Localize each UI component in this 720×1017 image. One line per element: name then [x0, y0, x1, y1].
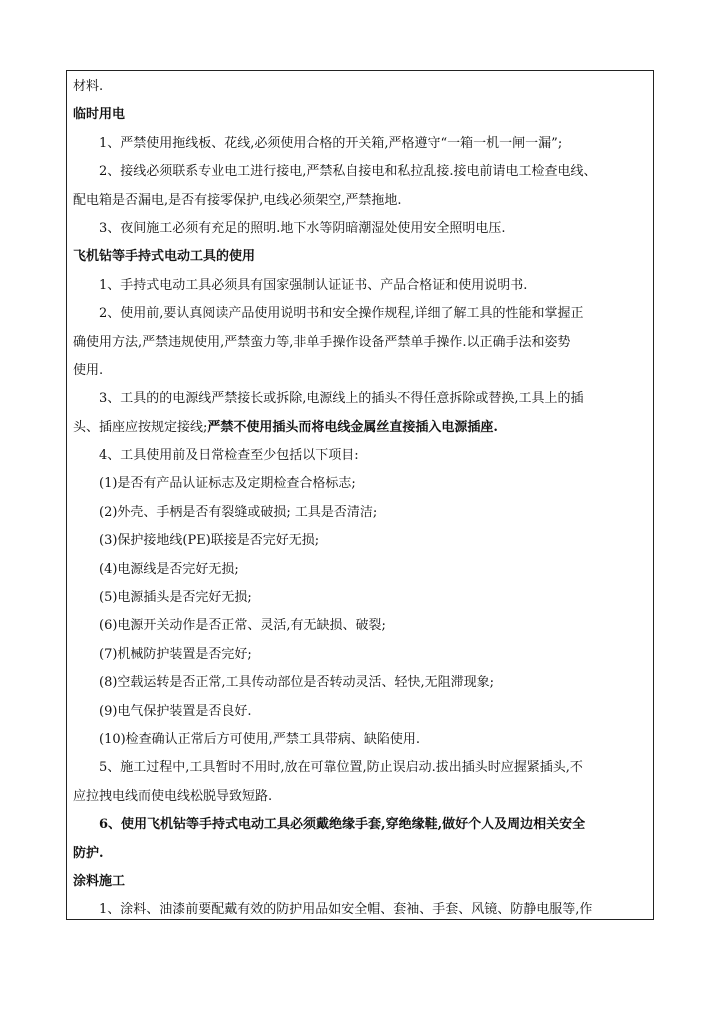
section-heading [73, 243, 647, 271]
text-line [73, 357, 647, 385]
line-text: (1)是否有产品认证标志及定期检查合格标志; [99, 476, 356, 492]
line-text: 2、使用前,要认真阅读产品使用说明书和安全操作规程,详细了解工具的性能和掌握正 [99, 306, 584, 322]
line-text: 涂料施工 [73, 873, 126, 889]
text-line [73, 158, 647, 186]
text-line [73, 811, 647, 839]
line-text: 6、使用飞机钻等手持式电动工具必须戴绝缘手套,穿绝缘鞋,做好个人及周边相关安全 [99, 817, 586, 833]
line-text: (8)空载运转是否正常,工具传动部位是否转动灵活、轻快,无阻滞现象; [99, 675, 495, 691]
section-heading [73, 868, 647, 896]
line-text: (3)保护接地线(PE)联接是否完好无损; [99, 533, 320, 549]
line-text: 1、手持式电动工具必须具有国家强制认证证书、产品合格证和使用说明书. [99, 277, 528, 293]
text-line [73, 527, 647, 555]
line-text: 3、夜间施工必须有充足的照明.地下水等阴暗潮湿处使用安全照明电压. [99, 220, 506, 236]
text-line [73, 442, 647, 470]
text-line [73, 896, 647, 924]
line-text: 临时用电 [73, 107, 126, 123]
line-text: 防护. [73, 845, 104, 861]
text-line [73, 698, 647, 726]
text-line [73, 556, 647, 584]
line-text: (10)检查确认正常后方可使用,严禁工具带病、缺陷使用. [99, 731, 420, 747]
document-frame [66, 70, 654, 920]
text-line [73, 726, 647, 754]
line-text: 确使用方法,严禁违规使用,严禁蛮力等,非单手操作设备严禁单手操作.以正确手法和姿势 [73, 334, 571, 350]
line-text: 3、工具的的电源线严禁接长或拆除,电源线上的插头不得任意拆除或替换,工具上的插 [99, 391, 584, 407]
line-text: (5)电源插头是否完好无损; [99, 590, 252, 606]
text-line [73, 130, 647, 158]
line-text: 头、插座应按规定接线; [73, 419, 208, 435]
line-text: 飞机钻等手持式电动工具的使用 [73, 249, 256, 265]
text-line [73, 300, 647, 328]
text-line [73, 641, 647, 669]
line-text: 应拉拽电线而使电线松脱导致短路. [73, 788, 273, 804]
text-line [73, 272, 647, 300]
section-heading [73, 840, 647, 868]
line-text: (2)外壳、手柄是否有裂缝或破损; 工具是否清洁; [99, 504, 378, 520]
text-line [73, 414, 647, 442]
text-line [73, 584, 647, 612]
text-line [73, 329, 647, 357]
line-text: 5、施工过程中,工具暂时不用时,放在可靠位置,防止误启动.拔出插头时应握紧插头,不 [99, 760, 583, 776]
line-text: 配电箱是否漏电,是否有接零保护,电线必须架空,严禁拖地. [73, 192, 402, 208]
line-text: 材料. [73, 79, 104, 94]
text-line [73, 754, 647, 782]
bold-emphasis: 严禁不使用插头而将电线金属丝直接插入电源插座. [207, 419, 498, 435]
line-text: (4)电源线是否完好无损; [99, 561, 239, 577]
line-text: 1、严禁使用拖线板、花线,必须使用合格的开关箱,严格遵守“一箱一机一闸一漏”; [99, 135, 563, 151]
line-text: 4、工具使用前及日常检查至少包括以下项目: [99, 448, 359, 464]
section-heading [73, 101, 647, 129]
text-line [73, 783, 647, 811]
line-text: 2、接线必须联系专业电工进行接电,严禁私自接电和私拉乱接.接电前请电工检查电线、 [99, 164, 597, 180]
line-text: (9)电气保护装置是否良好. [99, 703, 252, 719]
line-text: 使用. [73, 362, 104, 378]
text-line [73, 612, 647, 640]
text-line [73, 215, 647, 243]
text-line [73, 669, 647, 697]
text-line [73, 385, 647, 413]
text-line [73, 73, 647, 101]
text-line [73, 470, 647, 498]
line-text: 1、涂料、油漆前要配戴有效的防护用品如安全帽、套袖、手套、风镜、防静电服等,作 [99, 902, 593, 918]
text-line [73, 499, 647, 527]
line-text: (6)电源开关动作是否正常、灵活,有无缺损、破裂; [99, 618, 386, 634]
line-text: (7)机械防护装置是否完好; [99, 646, 252, 662]
text-line [73, 187, 647, 215]
